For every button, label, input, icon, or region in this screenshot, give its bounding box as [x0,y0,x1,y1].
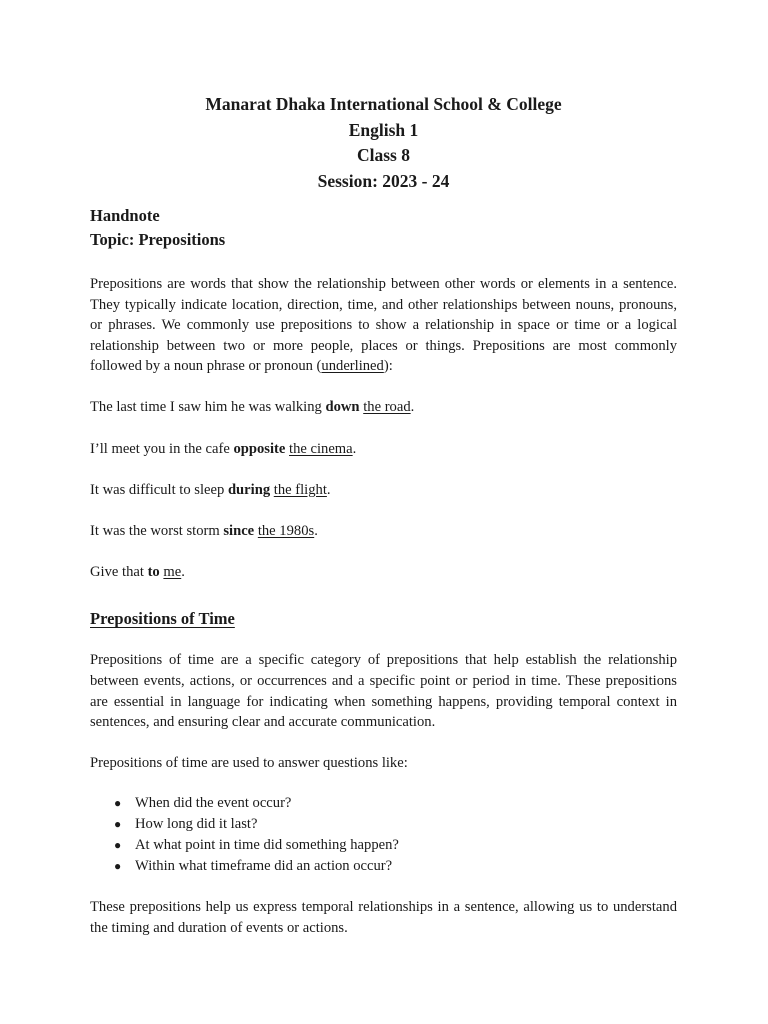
example-sentence [90,521,677,542]
school-name: Manarat Dhaka International School & College [205,94,562,114]
example-object: me [163,563,182,580]
intro-paragraph [90,274,677,377]
example-punctuation: . [352,440,357,457]
example-text: I’ll meet you in the cafe [90,440,234,457]
example-preposition: down [325,399,360,416]
time-paragraph-definition: Prepositions of time are a specific category of prepositions that help establish the relationship between events, actions, or occurrences and a specific point or period in time. These prepositions are essential in language for indicating when something happens, providing temporal context in sentences, and ensuring clear and accurate communication. [90,652,677,731]
example-preposition: since [223,522,255,539]
list-item [90,835,677,856]
example-sentence [90,397,677,418]
example-sentence [90,480,677,501]
example-object: the cinema [289,440,353,457]
example-sentence [90,439,677,460]
topic-label: Topic: Prepositions [90,229,226,249]
handnote-block [90,204,677,251]
intro-text-end: ): [383,358,393,375]
subject-name: English 1 [348,119,419,140]
example-text: Give that [90,563,148,580]
handnote-label: Handnote [90,206,160,225]
time-paragraph-summary: These prepositions help us express temporal relationships in a sentence, allowing us to understand the timing and duration of events or actions. [90,899,677,936]
document-page [90,92,677,938]
bullet-icon: ● [114,817,122,832]
example-text: It was the worst storm [90,522,224,539]
example-preposition: during [227,481,271,498]
list-item-text: When did the event occur? [135,795,292,812]
example-object: the flight [273,481,327,498]
example-text: It was difficult to sleep [90,481,228,498]
intro-text: Prepositions are words that show the relationship between other words or elements in a sentence. They typically indicate location, direction, time, and other relationships between nouns, pronouns, or phrases. We commonly use prepositions to show a relationship in space or time or a logical relationship between two or more people, places or things. Prepositions are most commonly followed by a noun phrase or pronoun ( [90,276,677,375]
example-punctuation: . [410,399,415,416]
time-paragraph-questions-intro: Prepositions of time are used to answer questions like: [90,755,408,772]
questions-list [90,793,677,876]
list-item-text: At what point in time did something happen? [135,837,399,853]
session-label: Session: 2023 - 24 [317,170,450,191]
list-item [90,814,677,835]
list-item [90,793,677,814]
example-object: the road [363,399,411,416]
example-object: the 1980s [257,522,315,539]
example-punctuation: . [314,522,318,539]
document-header [90,92,677,194]
section-heading-prepositions-of-time: Prepositions of Time [90,609,235,629]
bullet-icon: ● [114,796,122,811]
example-preposition: to [147,563,160,580]
intro-underlined-word: underlined [321,358,384,375]
bullet-icon: ● [114,858,122,873]
list-item-text: How long did it last? [135,816,258,833]
list-item [90,856,677,877]
list-item-text: Within what timeframe did an action occur? [135,857,393,874]
example-text: The last time I saw him he was walking [90,399,326,416]
example-punctuation: . [181,563,185,580]
class-name: Class 8 [357,145,410,165]
bullet-icon: ● [114,838,122,852]
example-preposition: opposite [233,440,286,457]
example-punctuation: . [326,481,331,498]
example-sentence [90,562,677,583]
